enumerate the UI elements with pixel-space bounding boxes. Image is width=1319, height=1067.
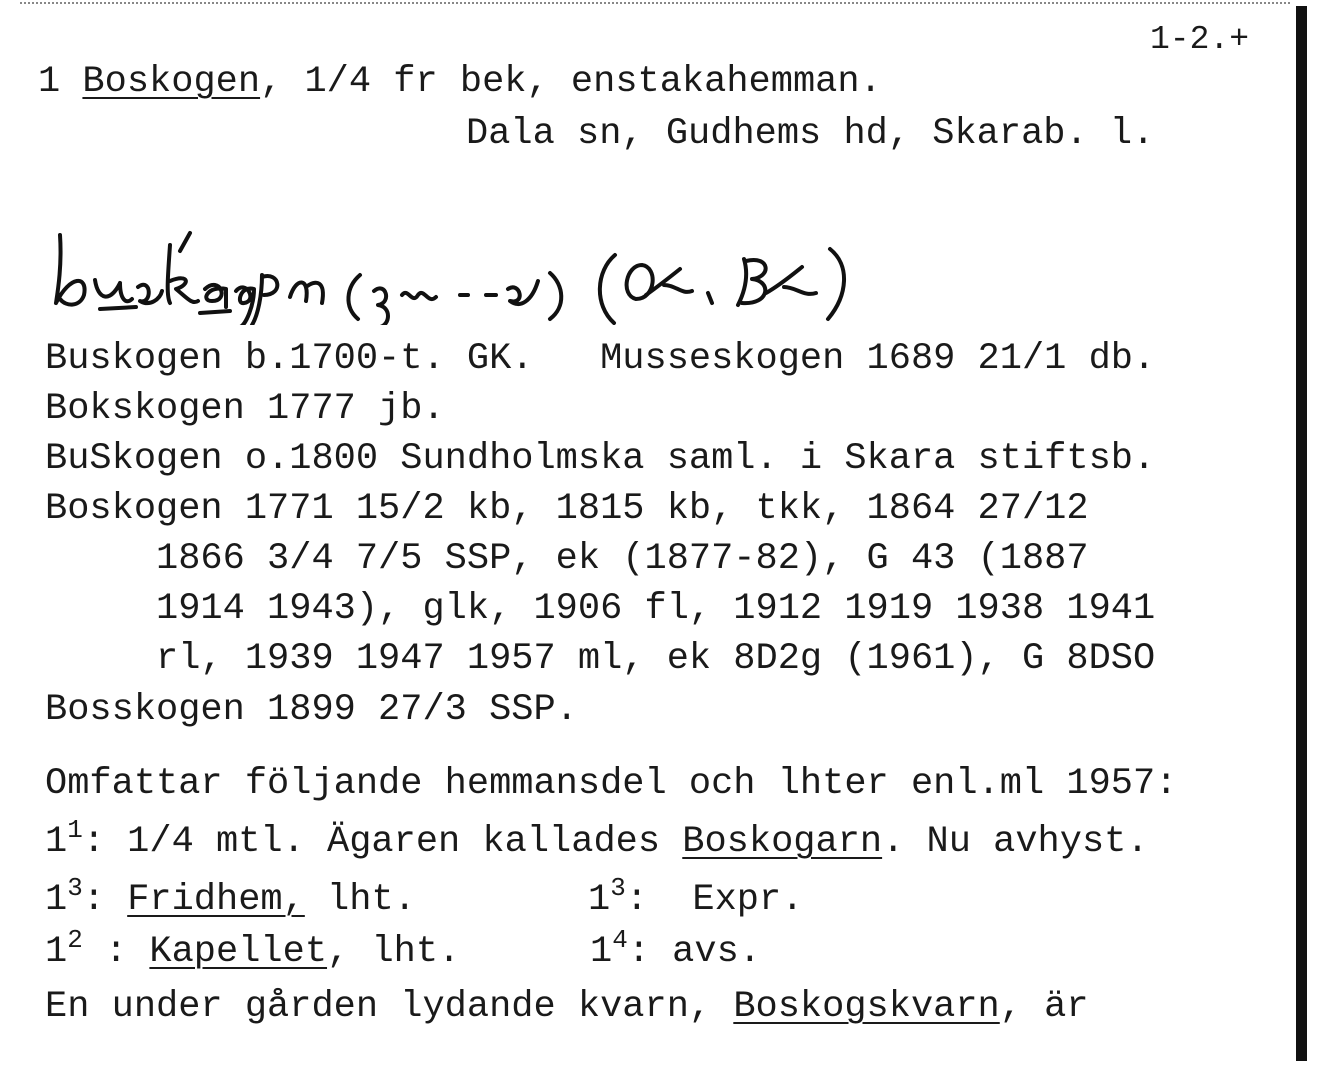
holding-1-post: . Nu avhyst. (882, 821, 1149, 863)
mill-pre: En under gården lydande kvarn, (45, 986, 734, 1028)
holding-3-right-sup: 4 (612, 924, 628, 955)
holding-2-num: 1 (45, 879, 68, 921)
handwritten-pronunciation (40, 215, 1000, 325)
mill-name: Boskogskvarn (733, 986, 1000, 1028)
mill-post: , är (999, 986, 1089, 1028)
attestation-line-4: Boskogen 1771 15/2 kb, 1815 kb, tkk, 1864 27/12 (45, 488, 1089, 530)
attestation-line-5: 1866 3/4 7/5 SSP, ek (1877-82), G 43 (1887 (45, 538, 1089, 580)
right-edge-bar (1296, 6, 1307, 1061)
attestation-line-3: BuSkogen o.1800 Sundholmska saml. i Skara stiftsb. (45, 438, 1156, 480)
owner-name: Boskogarn (682, 821, 883, 863)
attestation-line-7: rl, 1939 1947 1957 ml, ek 8D2g (1961), G 8DSO (45, 638, 1156, 680)
holding-3-post: , lht. (327, 931, 461, 973)
attestation-line-2: Bokskogen 1777 jb. (45, 388, 445, 430)
header-rest: , 1/4 fr bek, enstakahemman. (260, 61, 882, 103)
place-name: Boskogen (82, 61, 261, 103)
holding-1-num: 1 (45, 821, 68, 863)
holding-3-num: 1 (45, 931, 68, 973)
holding-2-right-text: : Expr. (625, 879, 804, 921)
attestation-line-6: 1914 1943), glk, 1906 fl, 1912 1919 1938 1941 (45, 588, 1156, 630)
holding-3-sup: 2 (67, 924, 83, 955)
holding-line-2 (45, 872, 416, 921)
attestation-line-8: Bosskogen 1899 27/3 SSP. (45, 689, 578, 731)
card-number: 1-2.+ (1150, 21, 1250, 58)
holding-line-2-right (588, 872, 804, 921)
holding-2-right-num: 1 (588, 879, 611, 921)
holding-2-sep: : (82, 879, 128, 921)
holding-2-post: lht. (304, 879, 416, 921)
holding-line-3-right (590, 924, 761, 973)
holding-line-1 (45, 814, 1149, 863)
attestation-line-1: Buskogen b.1700-t. GK. Musseskogen 1689 21/1 db. (45, 338, 1156, 380)
holding-3-right-num: 1 (590, 931, 613, 973)
holding-3-name: Kapellet (149, 931, 328, 973)
mill-line (45, 987, 1089, 1027)
holding-1-sup: 1 (67, 814, 83, 845)
header-line (38, 62, 882, 102)
holding-2-sup: 3 (67, 872, 83, 903)
header-lead: 1 (38, 61, 83, 103)
holding-line-3 (45, 924, 461, 973)
top-edge-line (20, 2, 1290, 4)
holding-1-text: : 1/4 mtl. Ägaren kallades (82, 821, 683, 863)
holding-3-sep: : (82, 931, 150, 973)
holding-2-name: Fridhem, (127, 879, 305, 921)
section-intro: Omfattar följande hemmansdel och lhter enl.ml 1957: (45, 763, 1178, 805)
holding-2-right-sup: 3 (610, 872, 626, 903)
holding-3-right-text: : avs. (627, 931, 761, 973)
location-line: Dala sn, Gudhems hd, Skarab. l. (466, 113, 1155, 155)
